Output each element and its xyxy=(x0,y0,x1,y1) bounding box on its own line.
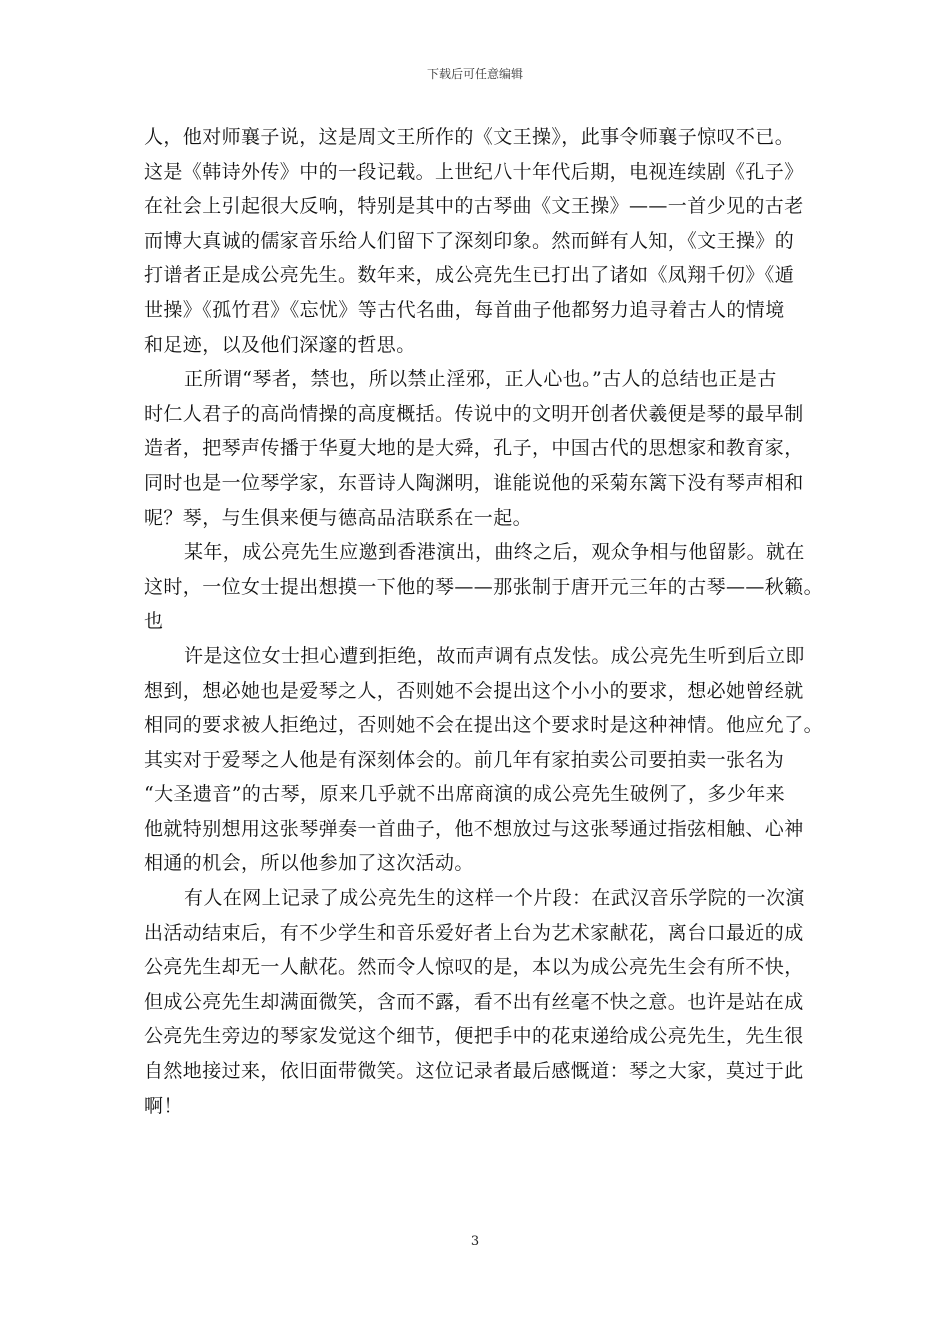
text-line: 人，他对师襄子说，这是周文王所作的《文王操》，此事令师襄子惊叹不已。 xyxy=(144,126,795,148)
text-line: 自然地接过来，依旧面带微笑。这位记录者最后感慨道：琴之大家，莫过于此 xyxy=(144,1060,804,1083)
text-line: 呢？琴，与生俱来便与德高品洁联系在一起。 xyxy=(144,506,533,529)
text-line: 相通的机会，所以他参加了这次活动。 xyxy=(144,852,474,875)
text-line: “大圣遗音”的古琴，原来几乎就不出席商演的成公亮先生破例了，多少年来 xyxy=(144,783,786,806)
text-line: 打谱者正是成公亮先生。数年来，成公亮先生已打出了诸如《凤翔千仞》《遁 xyxy=(144,264,795,287)
text-line: 这是《韩诗外传》中的一段记载。上世纪八十年代后期，电视连续剧《孔子》 xyxy=(144,160,804,183)
text-line: 啊！ xyxy=(144,1094,183,1117)
text-line: 公亮先生旁边的琴家发觉这个细节，便把手中的花束递给成公亮先生，先生很 xyxy=(144,1025,804,1048)
text-line: 时仁人君子的高尚情操的高度概括。传说中的文明开创者伏羲便是琴的最早制 xyxy=(144,402,804,425)
text-line: 某年，成公亮先生应邀到香港演出，曲终之后，观众争相与他留影。就在 xyxy=(184,541,805,564)
page-header: 下载后可任意编辑 xyxy=(426,67,523,81)
text-line: 造者，把琴声传播于华夏大地的是大舜，孔子，中国古代的思想家和教育家， xyxy=(144,437,804,460)
text-line: 有人在网上记录了成公亮先生的这样一个片段：在武汉音乐学院的一次演 xyxy=(184,887,805,910)
text-line: 公亮先生却无一人献花。然而令人惊叹的是，本以为成公亮先生会有所不快， xyxy=(144,956,804,979)
document-body xyxy=(144,120,824,1123)
text-line: 想到，想必她也是爱琴之人，否则她不会提出这个小小的要求，想必她曾经就 xyxy=(144,679,804,702)
page-number: 3 xyxy=(470,1234,480,1249)
text-line: 但成公亮先生却满面微笑，含而不露，看不出有丝毫不快之意。也许是站在成 xyxy=(144,990,804,1013)
text-line: 相同的要求被人拒绝过，否则她不会在提出这个要求时是这种神情。他应允了。 xyxy=(144,714,824,737)
text-line: 出活动结束后，有不少学生和音乐爱好者上台为艺术家献花，离台口最近的成 xyxy=(144,921,804,944)
text-line: 这时，一位女士提出想摸一下他的琴——那张制于唐开元三年的古琴——秋籁。 xyxy=(144,575,824,598)
text-line: 也 xyxy=(144,610,164,633)
text-line: 许是这位女士担心遭到拒绝，故而声调有点发怯。成公亮先生听到后立即 xyxy=(184,644,805,667)
text-line: 同时也是一位琴学家，东晋诗人陶渊明，谁能说他的采菊东篱下没有琴声相和 xyxy=(144,471,804,494)
text-line: 正所谓“琴者，禁也，所以禁止淫邪，正人心也。”古人的总结也正是古 xyxy=(184,368,777,391)
text-line: 在社会上引起很大反响，特别是其中的古琴曲《文王操》——一首少见的古老 xyxy=(144,195,804,218)
text-line: 而博大真诚的儒家音乐给人们留下了深刻印象。然而鲜有人知，《文王操》的 xyxy=(144,229,795,252)
text-line: 其实对于爱琴之人他是有深刻体会的。前几年有家拍卖公司要拍卖一张名为 xyxy=(144,748,785,771)
text-line: 他就特别想用这张琴弹奏一首曲子，他不想放过与这张琴通过指弦相触、心神 xyxy=(144,817,804,840)
text-line: 世操》《孤竹君》《忘忧》等古代名曲，每首曲子他都努力追寻着古人的情境 xyxy=(144,298,785,321)
text-line: 和足迹，以及他们深邃的哲思。 xyxy=(144,333,416,356)
